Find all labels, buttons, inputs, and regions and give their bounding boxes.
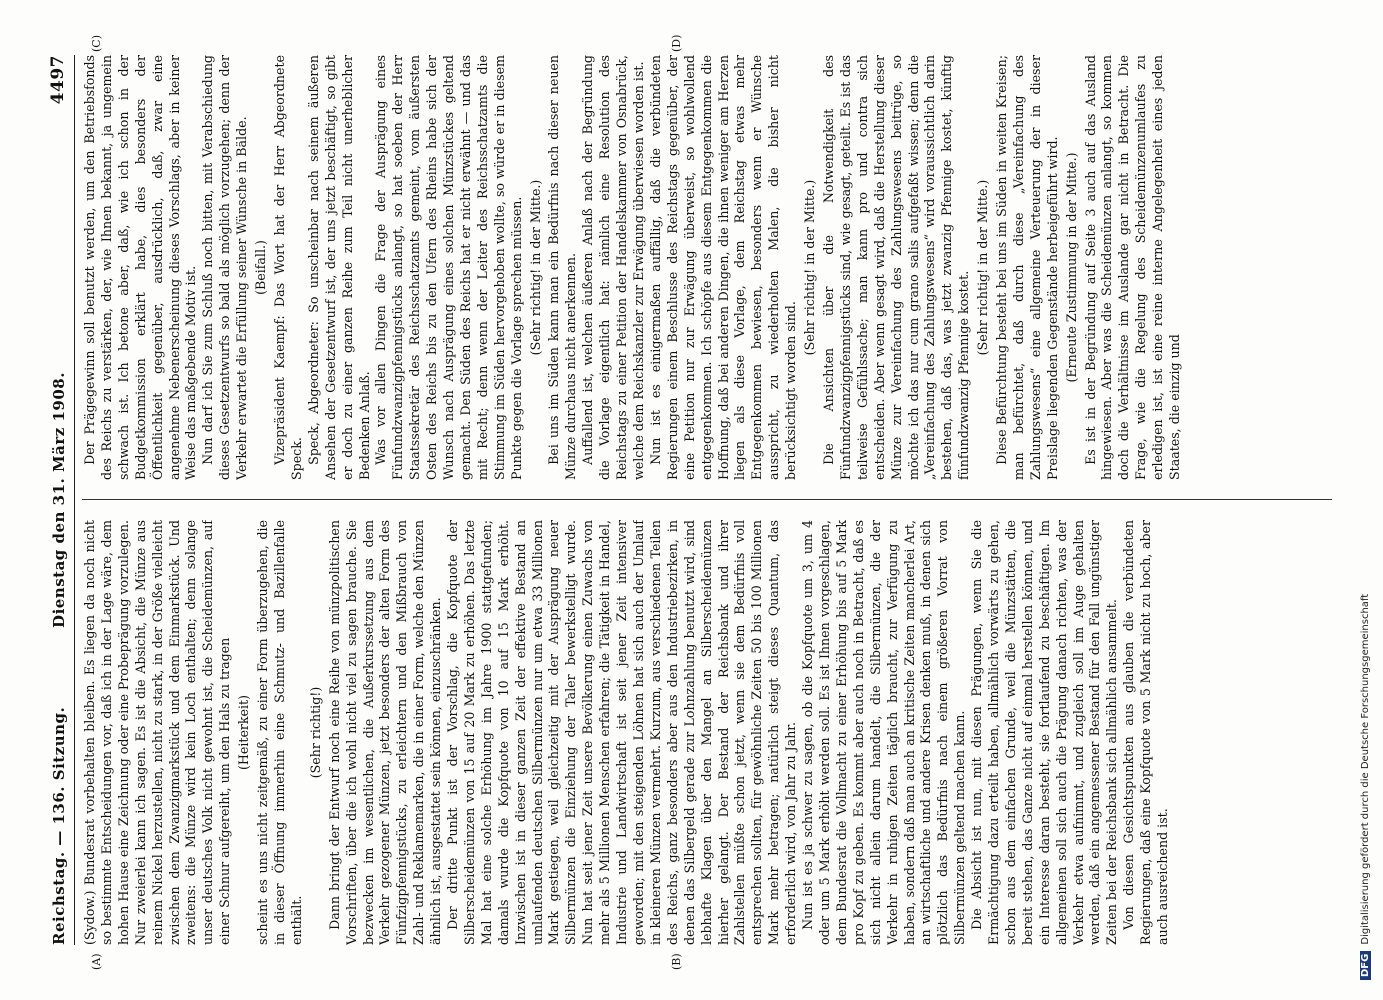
paragraph: (Sydow.) Bundesrat vorbehalten bleiben. Es liegen da noch nicht so bestimmte Entscheidungen vor, daß ich in der Lage wäre, dem hohen Hause eine Zeichnung oder eine Probeprägung vorzulegen. Nur zweierlei kann ich sagen. Es ist die Absicht, die Münze aus reinem Nickel herzustellen, nicht zu stark, in der Größe vielleicht zwischen dem Zwanzigmarkstück und dem Einmarkstück. Und zweitens: die Münze wird kein Loch enthalten; denn solange unser deutsches Volk nicht gewohnt ist, die Scheidemünzen, auf einer Schnur aufgereiht, um den Hals zu tragen bbox=[82, 520, 233, 945]
right-column bbox=[82, 55, 1337, 480]
paragraph: Was vor allen Dingen die Frage der Ausprägung eines Fünfundzwanzigpfennigstücks anlangt, so hat soeben der Herr Staatssekretär des Reichsschatzamts gemeint, vom äußersten Osten des Reichs bis zu den Ufern des Rheins habe sich der Wunsch nach Ausprägung eines solchen Münzstückes geltend gemacht. Den Süden des Reichs hat er nicht erwähnt — und das mit Recht; denn wenn der Leiter des Reichsschatzamts die Stimmung im Süden hervorgehoben wollte, so würde er in diesem Punkte gegen die Vorlage sprechen müssen. bbox=[373, 55, 524, 480]
paragraph: Der Prägegewinn soll benutzt werden, um den Betriebsfonds des Reichs zu verstärken, der, wie Ihnen bekannt, ja ungemein schwach ist. Ich betone aber, daß, wie ich schon in der Budgetkommission erklärt habe, dies besonders der Öffentlichkeit gegenüber, ausdrücklich, daß, zwar eine angenehme Nebenerscheinung dieses Vorschlags, aber in keiner Weise das maßgebende Motiv ist. bbox=[82, 55, 199, 480]
paragraph: Nun ist es ja schwer zu sagen, ob die Kopfquote um 3, um 4 oder um 5 Mark erhöht werden soll. Es ist Ihnen vorgeschlagen, dem Bundesrat die Vollmacht zu einer Erhöhung bis auf 5 Mark pro Kopf zu geben. Es kommt aber auch noch in Betracht, daß es sich nicht allein darum handelt, die Silbermünzen, die der Verkehr in ruhigen Zeiten täglich braucht, zur Verfügung zu haben, sondern daß man auch an kritische Zeiten mancherlei Art, an wirtschaftliche und andere Krisen denken muß, in denen sich plötzlich das Bedürfnis nach einem größeren Vorrat von Silbermünzen geltend machen kann. bbox=[800, 520, 968, 945]
header-left: Reichstag. — 136. Sitzung. bbox=[50, 706, 68, 945]
column-divider bbox=[82, 499, 1332, 500]
paragraph: Auffallend ist, welchen äußeren Anlaß nach der Begründung die Vorlage eigentlich hat: nämlich eine Resolution des Reichstags zu einer Petition der Handelskammer von Osnabrück, welche dem Reichskanzler zur Erwägung überwiesen worden ist. bbox=[580, 55, 646, 480]
page-header bbox=[46, 55, 75, 945]
interjection: (Sehr richtig! in der Mitte.) bbox=[975, 179, 991, 356]
left-column bbox=[82, 520, 1337, 945]
digitization-note bbox=[1360, 594, 1371, 980]
interjection: (Sehr richtig! in der Mitte.) bbox=[802, 179, 818, 356]
paragraph: Nun darf ich Sie zum Schluß noch bitten, mit Verabschiedung dieses Gesetzentwurfs so bald als möglich vorzugehen; denn der Verkehr erwartet die Erfüllung seiner Wünsche in Bälde. bbox=[200, 55, 250, 480]
paragraph: Die Absicht ist nun, mit diesen Prägungen, wenn Sie die Ermächtigung dazu erteilt haben, allmählich vorwärts zu gehen, schon aus dem einfachen Grunde, weil die Münzstätten, die bereit stehen, das Ganze nicht auf einmal herstellen können, und ein Interesse daran besteht, sie fortlaufend zu beschäftigen. Im allgemeinen soll sich auch die Prägung danach richten, was der Verkehr etwa aufnimmt, und zugleich soll im Auge gehalten werden, daß ein angemessener Bestand für den Fall ungünstiger Zeiten bei der Reichsbank sich allmählich ansammelt. bbox=[969, 520, 1120, 945]
interjection: (Sehr richtig! in der Mitte.) bbox=[527, 179, 543, 356]
marker-d: (D) bbox=[670, 34, 683, 52]
paragraph: Dann bringt der Entwurf noch eine Reihe von münzpolitischen Vorschriften, über die ich wohl nicht viel zu sagen brauche. Sie bezwecken im wesentlichen, die Außerkurssetzung aus dem Verkehr gezogener Münzen, jetzt besonders der alten Form des Fünfzigpfennigstücks, zu erleichtern und den Mißbrauch von Zahl- und Reklamemarken, die in einer Form, welche den Münzen ähnlich ist, ausgestattet sein können, einzuschränken. bbox=[326, 520, 444, 945]
paragraph: Nun ist es einigermaßen auffällig, daß die verbündeten Regierungen einem Beschlusse des Reichstags gegenüber, der eine Petition nur zur Erwägung überweist, so wohlwollend entgegenkommen. Ich schöpfe aus diesem Entgegenkommen die Hoffnung, daß bei anderen Dingen, die ihnen weniger am Herzen liegen als diese Vorlage, dem Reichstag etwas mehr Entgegenkommen bewiesen, besonders wenn er Wünsche ausspricht, zu wiederholten Malen, die bisher nicht berücksichtigt worden sind. bbox=[647, 55, 799, 480]
dfg-logo: DFG bbox=[1360, 951, 1371, 980]
paragraph: Die Ansichten über die Notwendigkeit des Fünfundzwanzigpfennigstücks sind, wie gesagt, geteilt. Es ist das teilweise Gefühlssache; man kann pro und contra sich entscheiden. Aber wenn gesagt wird, daß die Herstellung dieser Münze zur Vereinfachung des Zahlungswesens beitrüge, so möchte ich das nur cum grano salis aufgefaßt wissen; denn die „Vereinfachung des Zahlungswesens“ wird voraussichtlich darin bestehen, daß das, was jetzt zwanzig Pfennige kostet, künftig fünfundzwanzig Pfennige kostet. bbox=[820, 55, 972, 480]
marker-a: (A) bbox=[90, 953, 103, 970]
header-date: Dienstag den 31. März 1908. bbox=[50, 372, 68, 628]
paragraph: Vizepräsident Kaempf: Das Wort hat der Herr Abgeordnete Speck. bbox=[271, 55, 304, 480]
digitization-text: Digitalisierung gefördert durch die Deutsche Forschungsgemeinschaft bbox=[1360, 593, 1371, 945]
interjection: (Sehr richtig!) bbox=[307, 686, 323, 779]
paragraph: Der dritte Punkt ist der Vorschlag, die Kopfquote der Silberscheidemünzen von 15 auf 20 Mark zu erhöhen. Das letzte Mal hat eine solche Erhöhung im Jahre 1900 stattgefunden; damals wurde die Kopfquote von 10 auf 15 Mark erhöht. Inzwischen ist in dieser ganzen Zeit der effektive Bestand an umlaufenden deutschen Silbermünzen nur um etwa 33 Millionen Mark gestiegen, weil gleichzeitig mit der Ausprägung neuer Silbermünzen die Einziehung der Taler bewerkstelligt wurde. Nun hat seit jener Zeit unsere Bevölkerung einen Zuwachs von mehr als 5 Millionen Menschen erfahren; die Tätigkeit in Handel, Industrie und Landwirtschaft ist seit jener Zeit intensiver geworden; mit den steigenden Löhnen hat sich auch der Umlauf in kleineren Münzen vermehrt. Kurzum, aus verschiedenen Teilen des Reichs, ganz besonders aber aus den Industriebezirken, in denen das Silbergeld gerade zur Lohnzahlung benutzt wird, sind lebhafte Klagen über den Mangel an Silberscheidemünzen hierher gelangt. Der Bestand der Reichsbank und ihrer Zahlstellen müßte schon jetzt, wenn sie dem Bedürfnis voll entsprechen sollten, für gewöhnliche Zeiten 50 bis 100 Millionen Mark mehr betragen; natürlich steigt dieses Quantum, das erforderlich wird, von Jahr zu Jahr. bbox=[445, 520, 799, 945]
paragraph: Von diesen Gesichtspunkten aus glauben die verbündeten Regierungen, daß eine Kopfquote von 5 Mark nicht zu hoch, aber auch ausreichend ist. bbox=[1121, 520, 1171, 945]
paragraph: Speck, Abgeordneter: So unscheinbar nach seinem äußeren Ansehen der Gesetzentwurf ist, der uns jetzt beschäftigt, so gibt er doch zu einer ganzen Reihe zum Teil nicht unerheblicher Bedenken Anlaß. bbox=[305, 55, 372, 480]
paragraph: scheint es uns nicht zeitgemäß, zu einer Form überzugehen, die in dieser Öffnung immerhin eine Schmutz- und Bazillenfalle enthält. bbox=[255, 520, 304, 945]
paragraph: Diese Befürchtung besteht bei uns im Süden in weiten Kreisen; man befürchtet, daß durch diese „Vereinfachung des Zahlungswesens“ eine allgemeine Verteuerung der in dieser Preislage liegenden Gegenstände herbeigeführt wird. bbox=[994, 55, 1060, 480]
marker-b: (B) bbox=[670, 953, 683, 970]
interjection: (Erneute Zustimmung in der Mitte.) bbox=[1063, 152, 1079, 383]
marker-c: (C) bbox=[90, 35, 103, 52]
paragraph: Bei uns im Süden kann man ein Bedürfnis nach dieser neuen Münze durchaus nicht anerkennen. bbox=[546, 55, 579, 480]
page-number: 4497 bbox=[48, 55, 68, 105]
paragraph: Es ist in der Begründung auf Seite 3 auch auf das Ausland hingewiesen. Aber was die Scheidemünzen anlangt, so kommen doch die Verhältnisse im Auslande gar nicht in Betracht. Die Frage, wie die Regelung des Scheidemünzenumlaufes zu erledigen ist, ist eine reine interne Angelegenheit eines jeden Staates, die einzig und bbox=[1082, 55, 1183, 480]
interjection: (Heiterkeit) bbox=[236, 695, 252, 770]
interjection: (Beifall.) bbox=[253, 240, 269, 295]
